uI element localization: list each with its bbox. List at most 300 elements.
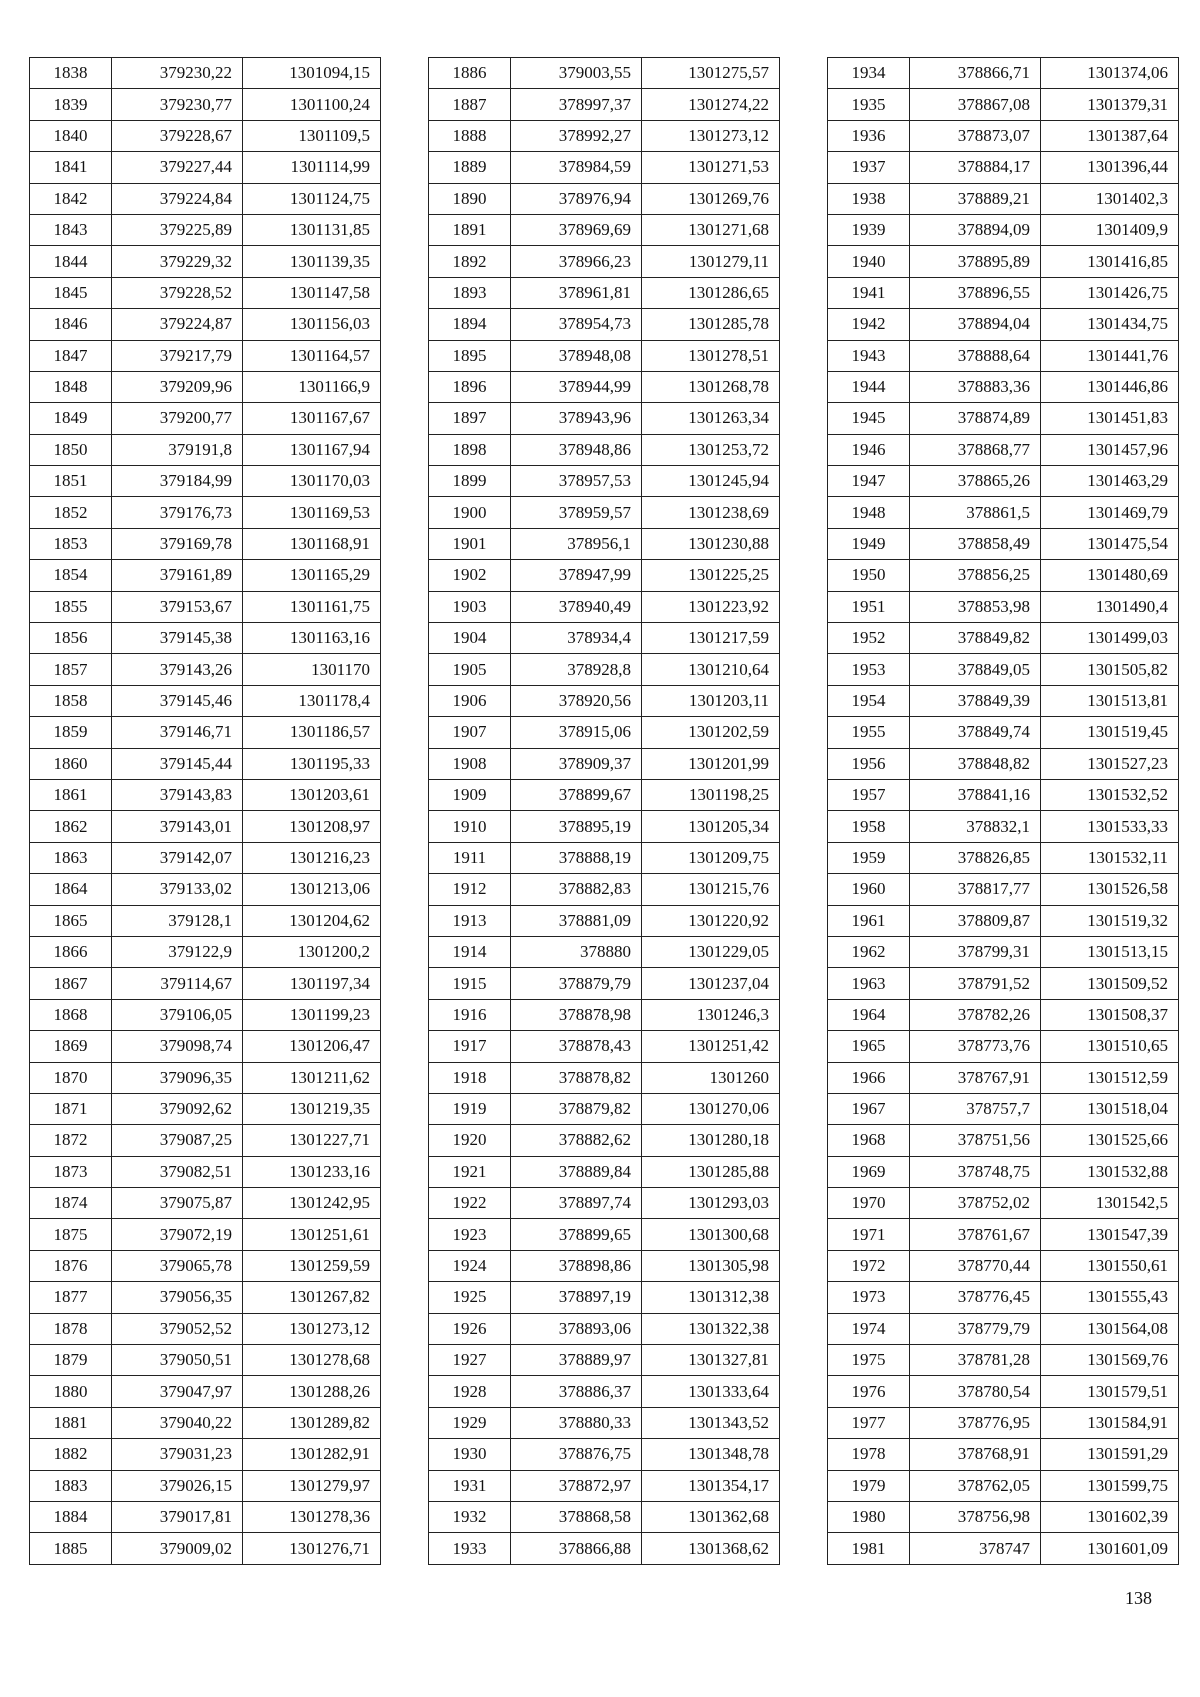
- table-row: [429, 120, 780, 151]
- x-coordinate-cell: 379217,79: [112, 340, 243, 371]
- x-coordinate-cell: 379228,67: [112, 120, 243, 151]
- y-coordinate-cell: 1301532,52: [1041, 779, 1179, 810]
- point-number-cell: 1854: [30, 560, 112, 591]
- point-number-cell: 1936: [828, 120, 910, 151]
- table-row: [30, 1501, 381, 1532]
- x-coordinate-cell: 378878,98: [511, 999, 642, 1030]
- x-coordinate-cell: 378889,97: [511, 1345, 642, 1376]
- point-number-cell: 1862: [30, 811, 112, 842]
- table-row: [30, 277, 381, 308]
- table-row: [429, 1188, 780, 1219]
- table-row: [429, 591, 780, 622]
- x-coordinate-cell: 378748,75: [910, 1156, 1041, 1187]
- x-coordinate-cell: 378888,19: [511, 842, 642, 873]
- point-number-cell: 1839: [30, 89, 112, 120]
- table-row: [30, 1407, 381, 1438]
- table-row: [429, 968, 780, 999]
- point-number-cell: 1926: [429, 1313, 511, 1344]
- point-number-cell: 1941: [828, 277, 910, 308]
- table-row: [429, 1533, 780, 1564]
- table-row: [828, 183, 1179, 214]
- table-row: [429, 1062, 780, 1093]
- y-coordinate-cell: 1301505,82: [1041, 654, 1179, 685]
- table-row: [828, 560, 1179, 591]
- point-number-cell: 1852: [30, 497, 112, 528]
- table-row: [429, 466, 780, 497]
- y-coordinate-cell: 1301233,16: [243, 1156, 381, 1187]
- coordinate-table-3: [827, 57, 1179, 1565]
- point-number-cell: 1958: [828, 811, 910, 842]
- x-coordinate-cell: 378915,06: [511, 717, 642, 748]
- table-row: [30, 1470, 381, 1501]
- x-coordinate-cell: 378751,56: [910, 1125, 1041, 1156]
- x-coordinate-cell: 378897,19: [511, 1282, 642, 1313]
- point-number-cell: 1878: [30, 1313, 112, 1344]
- point-number-cell: 1886: [429, 58, 511, 89]
- x-coordinate-cell: 378920,56: [511, 685, 642, 716]
- table-row: [429, 748, 780, 779]
- table-row: [828, 1313, 1179, 1344]
- table-row: [828, 717, 1179, 748]
- point-number-cell: 1977: [828, 1407, 910, 1438]
- point-number-cell: 1938: [828, 183, 910, 214]
- table-row: [30, 905, 381, 936]
- y-coordinate-cell: 1301147,58: [243, 277, 381, 308]
- x-coordinate-cell: 378948,86: [511, 434, 642, 465]
- y-coordinate-cell: 1301199,23: [243, 999, 381, 1030]
- x-coordinate-cell: 379229,32: [112, 246, 243, 277]
- table-row: [429, 1125, 780, 1156]
- x-coordinate-cell: 378866,71: [910, 58, 1041, 89]
- y-coordinate-cell: 1301508,37: [1041, 999, 1179, 1030]
- table-row: [828, 1125, 1179, 1156]
- point-number-cell: 1921: [429, 1156, 511, 1187]
- table-row: [30, 371, 381, 402]
- point-number-cell: 1891: [429, 214, 511, 245]
- point-number-cell: 1914: [429, 936, 511, 967]
- table-row: [828, 340, 1179, 371]
- y-coordinate-cell: 1301274,22: [642, 89, 780, 120]
- x-coordinate-cell: 378884,17: [910, 152, 1041, 183]
- table-row: [30, 623, 381, 654]
- point-number-cell: 1981: [828, 1533, 910, 1564]
- table-row: [828, 466, 1179, 497]
- y-coordinate-cell: 1301278,51: [642, 340, 780, 371]
- y-coordinate-cell: 1301526,58: [1041, 874, 1179, 905]
- table-row: [828, 1093, 1179, 1124]
- x-coordinate-cell: 379047,97: [112, 1376, 243, 1407]
- point-number-cell: 1951: [828, 591, 910, 622]
- table-row: [828, 1501, 1179, 1532]
- x-coordinate-cell: 379050,51: [112, 1345, 243, 1376]
- table-row: [30, 1533, 381, 1564]
- point-number-cell: 1860: [30, 748, 112, 779]
- table-row: [429, 779, 780, 810]
- y-coordinate-cell: 1301209,75: [642, 842, 780, 873]
- y-coordinate-cell: 1301227,71: [243, 1125, 381, 1156]
- point-number-cell: 1890: [429, 183, 511, 214]
- table-row: [828, 58, 1179, 89]
- x-coordinate-cell: 379026,15: [112, 1470, 243, 1501]
- point-number-cell: 1937: [828, 152, 910, 183]
- x-coordinate-cell: 378997,37: [511, 89, 642, 120]
- x-coordinate-cell: 378873,07: [910, 120, 1041, 151]
- point-number-cell: 1873: [30, 1156, 112, 1187]
- y-coordinate-cell: 1301156,03: [243, 309, 381, 340]
- x-coordinate-cell: 378826,85: [910, 842, 1041, 873]
- y-coordinate-cell: 1301280,18: [642, 1125, 780, 1156]
- y-coordinate-cell: 1301161,75: [243, 591, 381, 622]
- x-coordinate-cell: 378773,76: [910, 1031, 1041, 1062]
- x-coordinate-cell: 378894,09: [910, 214, 1041, 245]
- y-coordinate-cell: 1301564,08: [1041, 1313, 1179, 1344]
- point-number-cell: 1955: [828, 717, 910, 748]
- x-coordinate-cell: 378868,58: [511, 1501, 642, 1532]
- x-coordinate-cell: 378880,33: [511, 1407, 642, 1438]
- y-coordinate-cell: 1301362,68: [642, 1501, 780, 1532]
- x-coordinate-cell: 378943,96: [511, 403, 642, 434]
- y-coordinate-cell: 1301510,65: [1041, 1031, 1179, 1062]
- point-number-cell: 1893: [429, 277, 511, 308]
- x-coordinate-cell: 378899,65: [511, 1219, 642, 1250]
- y-coordinate-cell: 1301285,78: [642, 309, 780, 340]
- y-coordinate-cell: 1301525,66: [1041, 1125, 1179, 1156]
- y-coordinate-cell: 1301170: [243, 654, 381, 685]
- x-coordinate-cell: 378791,52: [910, 968, 1041, 999]
- x-coordinate-cell: 378883,36: [910, 371, 1041, 402]
- y-coordinate-cell: 1301100,24: [243, 89, 381, 120]
- x-coordinate-cell: 378817,77: [910, 874, 1041, 905]
- x-coordinate-cell: 379176,73: [112, 497, 243, 528]
- x-coordinate-cell: 378832,1: [910, 811, 1041, 842]
- point-number-cell: 1922: [429, 1188, 511, 1219]
- table-row: [828, 1439, 1179, 1470]
- x-coordinate-cell: 378880: [511, 936, 642, 967]
- point-number-cell: 1906: [429, 685, 511, 716]
- y-coordinate-cell: 1301273,12: [243, 1313, 381, 1344]
- x-coordinate-cell: 378849,74: [910, 717, 1041, 748]
- y-coordinate-cell: 1301532,11: [1041, 842, 1179, 873]
- point-number-cell: 1952: [828, 623, 910, 654]
- table-row: [30, 1250, 381, 1281]
- table-row: [828, 1533, 1179, 1564]
- point-number-cell: 1934: [828, 58, 910, 89]
- point-number-cell: 1918: [429, 1062, 511, 1093]
- point-number-cell: 1876: [30, 1250, 112, 1281]
- y-coordinate-cell: 1301094,15: [243, 58, 381, 89]
- x-coordinate-cell: 379200,77: [112, 403, 243, 434]
- y-coordinate-cell: 1301527,23: [1041, 748, 1179, 779]
- table-row: [828, 591, 1179, 622]
- table-row: [30, 685, 381, 716]
- x-coordinate-cell: 379143,01: [112, 811, 243, 842]
- table-row: [30, 183, 381, 214]
- table-row: [828, 152, 1179, 183]
- table-row: [828, 1470, 1179, 1501]
- x-coordinate-cell: 378762,05: [910, 1470, 1041, 1501]
- y-coordinate-cell: 1301282,91: [243, 1439, 381, 1470]
- point-number-cell: 1843: [30, 214, 112, 245]
- y-coordinate-cell: 1301469,79: [1041, 497, 1179, 528]
- x-coordinate-cell: 379065,78: [112, 1250, 243, 1281]
- point-number-cell: 1960: [828, 874, 910, 905]
- table-row: [30, 1188, 381, 1219]
- y-coordinate-cell: 1301200,2: [243, 936, 381, 967]
- y-coordinate-cell: 1301211,62: [243, 1062, 381, 1093]
- x-coordinate-cell: 378954,73: [511, 309, 642, 340]
- table-row: [429, 842, 780, 873]
- point-number-cell: 1840: [30, 120, 112, 151]
- table-row: [30, 560, 381, 591]
- y-coordinate-cell: 1301374,06: [1041, 58, 1179, 89]
- y-coordinate-cell: 1301368,62: [642, 1533, 780, 1564]
- table-row: [828, 748, 1179, 779]
- point-number-cell: 1899: [429, 466, 511, 497]
- table-row: [429, 403, 780, 434]
- point-number-cell: 1841: [30, 152, 112, 183]
- x-coordinate-cell: 379142,07: [112, 842, 243, 873]
- page-number: 138: [1125, 1588, 1152, 1608]
- y-coordinate-cell: 1301271,53: [642, 152, 780, 183]
- point-number-cell: 1928: [429, 1376, 511, 1407]
- y-coordinate-cell: 1301273,12: [642, 120, 780, 151]
- point-number-cell: 1853: [30, 528, 112, 559]
- point-number-cell: 1904: [429, 623, 511, 654]
- table-row: [30, 309, 381, 340]
- y-coordinate-cell: 1301446,86: [1041, 371, 1179, 402]
- point-number-cell: 1882: [30, 1439, 112, 1470]
- table-body: [30, 58, 381, 1565]
- point-number-cell: 1945: [828, 403, 910, 434]
- y-coordinate-cell: 1301409,9: [1041, 214, 1179, 245]
- table-row: [828, 968, 1179, 999]
- y-coordinate-cell: 1301217,59: [642, 623, 780, 654]
- table-row: [429, 654, 780, 685]
- table-row: [30, 434, 381, 465]
- point-number-cell: 1962: [828, 936, 910, 967]
- y-coordinate-cell: 1301480,69: [1041, 560, 1179, 591]
- table-row: [828, 371, 1179, 402]
- y-coordinate-cell: 1301114,99: [243, 152, 381, 183]
- y-coordinate-cell: 1301220,92: [642, 905, 780, 936]
- y-coordinate-cell: 1301268,78: [642, 371, 780, 402]
- y-coordinate-cell: 1301379,31: [1041, 89, 1179, 120]
- point-number-cell: 1902: [429, 560, 511, 591]
- table-row: [30, 340, 381, 371]
- y-coordinate-cell: 1301270,06: [642, 1093, 780, 1124]
- x-coordinate-cell: 378944,99: [511, 371, 642, 402]
- table-row: [429, 560, 780, 591]
- table-row: [30, 89, 381, 120]
- table-row: [828, 1219, 1179, 1250]
- x-coordinate-cell: 378848,82: [910, 748, 1041, 779]
- x-coordinate-cell: 378866,88: [511, 1533, 642, 1564]
- table-row: [429, 434, 780, 465]
- table-row: [429, 685, 780, 716]
- table-row: [429, 717, 780, 748]
- point-number-cell: 1847: [30, 340, 112, 371]
- point-number-cell: 1901: [429, 528, 511, 559]
- point-number-cell: 1896: [429, 371, 511, 402]
- point-number-cell: 1867: [30, 968, 112, 999]
- table-row: [30, 403, 381, 434]
- point-number-cell: 1927: [429, 1345, 511, 1376]
- table-row: [828, 685, 1179, 716]
- table-row: [828, 1250, 1179, 1281]
- point-number-cell: 1954: [828, 685, 910, 716]
- point-number-cell: 1909: [429, 779, 511, 810]
- table-row: [429, 1219, 780, 1250]
- y-coordinate-cell: 1301532,88: [1041, 1156, 1179, 1187]
- point-number-cell: 1877: [30, 1282, 112, 1313]
- x-coordinate-cell: 379225,89: [112, 214, 243, 245]
- x-coordinate-cell: 379161,89: [112, 560, 243, 591]
- x-coordinate-cell: 378889,84: [511, 1156, 642, 1187]
- point-number-cell: 1910: [429, 811, 511, 842]
- x-coordinate-cell: 379209,96: [112, 371, 243, 402]
- y-coordinate-cell: 1301278,36: [243, 1501, 381, 1532]
- x-coordinate-cell: 379072,19: [112, 1219, 243, 1250]
- point-number-cell: 1869: [30, 1031, 112, 1062]
- table-row: [429, 183, 780, 214]
- point-number-cell: 1892: [429, 246, 511, 277]
- y-coordinate-cell: 1301202,59: [642, 717, 780, 748]
- table-row: [30, 874, 381, 905]
- point-number-cell: 1917: [429, 1031, 511, 1062]
- y-coordinate-cell: 1301509,52: [1041, 968, 1179, 999]
- x-coordinate-cell: 378881,09: [511, 905, 642, 936]
- x-coordinate-cell: 378856,25: [910, 560, 1041, 591]
- table-row: [30, 152, 381, 183]
- point-number-cell: 1967: [828, 1093, 910, 1124]
- y-coordinate-cell: 1301289,82: [243, 1407, 381, 1438]
- table-row: [429, 1439, 780, 1470]
- x-coordinate-cell: 379133,02: [112, 874, 243, 905]
- point-number-cell: 1856: [30, 623, 112, 654]
- table-row: [30, 1313, 381, 1344]
- y-coordinate-cell: 1301186,57: [243, 717, 381, 748]
- point-number-cell: 1956: [828, 748, 910, 779]
- table-body: [429, 58, 780, 1565]
- table-row: [828, 1188, 1179, 1219]
- table-row: [429, 811, 780, 842]
- y-coordinate-cell: 1301109,5: [243, 120, 381, 151]
- point-number-cell: 1947: [828, 466, 910, 497]
- table-row: [429, 309, 780, 340]
- y-coordinate-cell: 1301533,33: [1041, 811, 1179, 842]
- point-number-cell: 1850: [30, 434, 112, 465]
- point-number-cell: 1848: [30, 371, 112, 402]
- x-coordinate-cell: 378882,83: [511, 874, 642, 905]
- point-number-cell: 1844: [30, 246, 112, 277]
- table-row: [30, 246, 381, 277]
- x-coordinate-cell: 379092,62: [112, 1093, 243, 1124]
- point-number-cell: 1959: [828, 842, 910, 873]
- point-number-cell: 1857: [30, 654, 112, 685]
- point-number-cell: 1858: [30, 685, 112, 716]
- point-number-cell: 1924: [429, 1250, 511, 1281]
- y-coordinate-cell: 1301197,34: [243, 968, 381, 999]
- y-coordinate-cell: 1301312,38: [642, 1282, 780, 1313]
- y-coordinate-cell: 1301198,25: [642, 779, 780, 810]
- point-number-cell: 1970: [828, 1188, 910, 1219]
- y-coordinate-cell: 1301512,59: [1041, 1062, 1179, 1093]
- table-row: [429, 497, 780, 528]
- x-coordinate-cell: 378776,45: [910, 1282, 1041, 1313]
- point-number-cell: 1974: [828, 1313, 910, 1344]
- table-row: [429, 623, 780, 654]
- point-number-cell: 1859: [30, 717, 112, 748]
- x-coordinate-cell: 379128,1: [112, 905, 243, 936]
- y-coordinate-cell: 1301225,25: [642, 560, 780, 591]
- table-row: [429, 1031, 780, 1062]
- y-coordinate-cell: 1301513,15: [1041, 936, 1179, 967]
- x-coordinate-cell: 379145,46: [112, 685, 243, 716]
- x-coordinate-cell: 378761,67: [910, 1219, 1041, 1250]
- point-number-cell: 1915: [429, 968, 511, 999]
- x-coordinate-cell: 379143,26: [112, 654, 243, 685]
- table-row: [30, 1439, 381, 1470]
- point-number-cell: 1898: [429, 434, 511, 465]
- x-coordinate-cell: 378768,91: [910, 1439, 1041, 1470]
- x-coordinate-cell: 378841,16: [910, 779, 1041, 810]
- table-row: [828, 277, 1179, 308]
- table-body: [828, 58, 1179, 1565]
- y-coordinate-cell: 1301165,29: [243, 560, 381, 591]
- y-coordinate-cell: 1301245,94: [642, 466, 780, 497]
- y-coordinate-cell: 1301203,61: [243, 779, 381, 810]
- y-coordinate-cell: 1301518,04: [1041, 1093, 1179, 1124]
- table-row: [30, 1219, 381, 1250]
- point-number-cell: 1874: [30, 1188, 112, 1219]
- x-coordinate-cell: 378799,31: [910, 936, 1041, 967]
- table-row: [30, 58, 381, 89]
- point-number-cell: 1925: [429, 1282, 511, 1313]
- x-coordinate-cell: 378886,37: [511, 1376, 642, 1407]
- table-row: [429, 1156, 780, 1187]
- table-row: [30, 528, 381, 559]
- table-row: [828, 1407, 1179, 1438]
- y-coordinate-cell: 1301490,4: [1041, 591, 1179, 622]
- y-coordinate-cell: 1301251,61: [243, 1219, 381, 1250]
- point-number-cell: 1884: [30, 1501, 112, 1532]
- table-row: [828, 120, 1179, 151]
- table-row: [429, 246, 780, 277]
- x-coordinate-cell: 378897,74: [511, 1188, 642, 1219]
- x-coordinate-cell: 378895,19: [511, 811, 642, 842]
- table-row: [828, 528, 1179, 559]
- x-coordinate-cell: 378992,27: [511, 120, 642, 151]
- y-coordinate-cell: 1301300,68: [642, 1219, 780, 1250]
- y-coordinate-cell: 1301238,69: [642, 497, 780, 528]
- x-coordinate-cell: 379075,87: [112, 1188, 243, 1219]
- x-coordinate-cell: 378867,08: [910, 89, 1041, 120]
- point-number-cell: 1846: [30, 309, 112, 340]
- table-row: [429, 1376, 780, 1407]
- x-coordinate-cell: 378940,49: [511, 591, 642, 622]
- point-number-cell: 1845: [30, 277, 112, 308]
- y-coordinate-cell: 1301293,03: [642, 1188, 780, 1219]
- point-number-cell: 1966: [828, 1062, 910, 1093]
- y-coordinate-cell: 1301204,62: [243, 905, 381, 936]
- table-row: [828, 1062, 1179, 1093]
- x-coordinate-cell: 379153,67: [112, 591, 243, 622]
- y-coordinate-cell: 1301322,38: [642, 1313, 780, 1344]
- x-coordinate-cell: 378896,55: [910, 277, 1041, 308]
- table-row: [429, 1093, 780, 1124]
- x-coordinate-cell: 379145,38: [112, 623, 243, 654]
- point-number-cell: 1980: [828, 1501, 910, 1532]
